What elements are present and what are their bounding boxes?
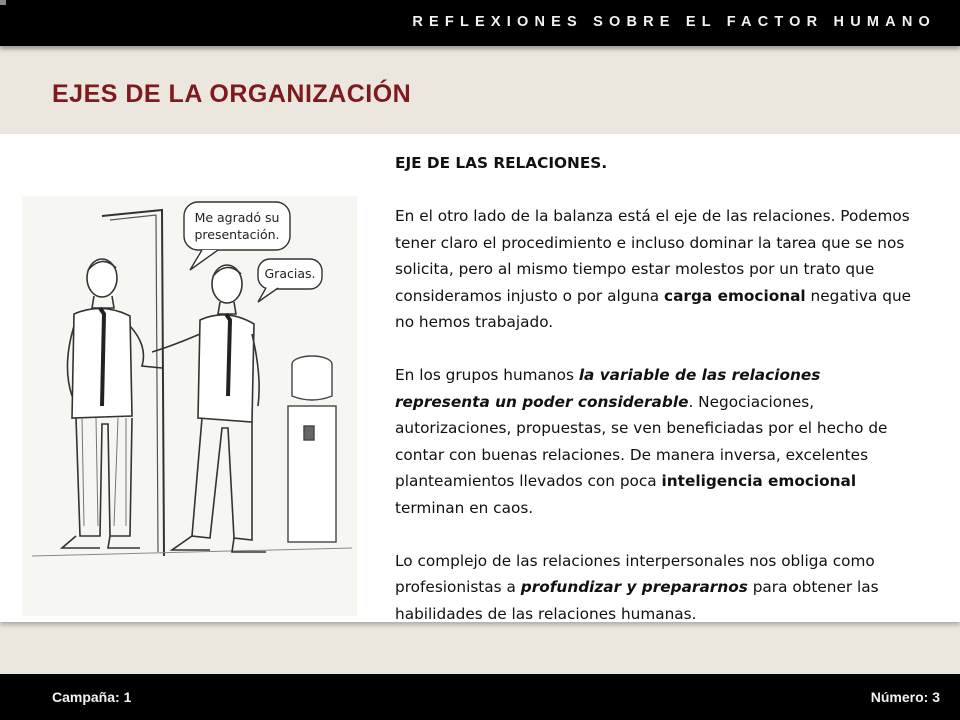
paragraph-2: En los grupos humanos la variable de las relaciones representa un poder considerable. Negociaciones, autorizaciones, propuestas, se ven beneficiadas por el hecho de contar con buenas relaciones. De manera inversa, excelentes planteamientos llevados con poca inteligencia emocional terminan en caos.: [395, 366, 888, 517]
title-band: [0, 46, 960, 134]
top-bar: [0, 0, 960, 46]
cartoon-illustration: [22, 196, 357, 616]
corner-mark: [0, 0, 6, 5]
emphasis-profundizar: profundizar y prepararnos: [520, 578, 748, 596]
svg-text:presentación.: presentación.: [194, 227, 280, 242]
footer-bar: [0, 674, 960, 720]
water-cooler: [288, 356, 336, 542]
bold-carga-emocional: carga emocional: [664, 286, 806, 305]
bold-inteligencia-emocional: inteligencia emocional: [661, 472, 857, 490]
deck-title: REFLEXIONES SOBRE EL FACTOR HUMANO: [412, 14, 936, 30]
svg-text:Me agradó su: Me agradó su: [194, 210, 280, 225]
campaign-label: Campaña: 1: [52, 689, 132, 705]
paragraph-3: Lo complejo de las relaciones interpersonales nos obliga como profesionistas a profundizar y prepararnos para obtener las habilidades de las relaciones humanas.: [395, 551, 879, 623]
emphasis-variable-relaciones: la variable de las relaciones representa un poder considerable: [395, 366, 821, 411]
svg-text:Gracias.: Gracias.: [264, 266, 316, 281]
body-text: [395, 150, 915, 654]
content-panel: [0, 134, 960, 622]
section-heading: EJE DE LAS RELACIONES.: [395, 154, 608, 172]
paragraph-1: En el otro lado de la balanza está el eje de las relaciones. Podemos tener claro el procedimiento e incluso dominar la tarea que se nos solicita, pero al mismo tiempo estar molestos por un trato que consideramos injusto o por alguna carga emocional negativa que no hemos trabajado.: [395, 207, 912, 331]
slide-title: EJES DE LA ORGANIZACIÓN: [52, 80, 412, 108]
number-label: Número: 3: [870, 689, 940, 705]
